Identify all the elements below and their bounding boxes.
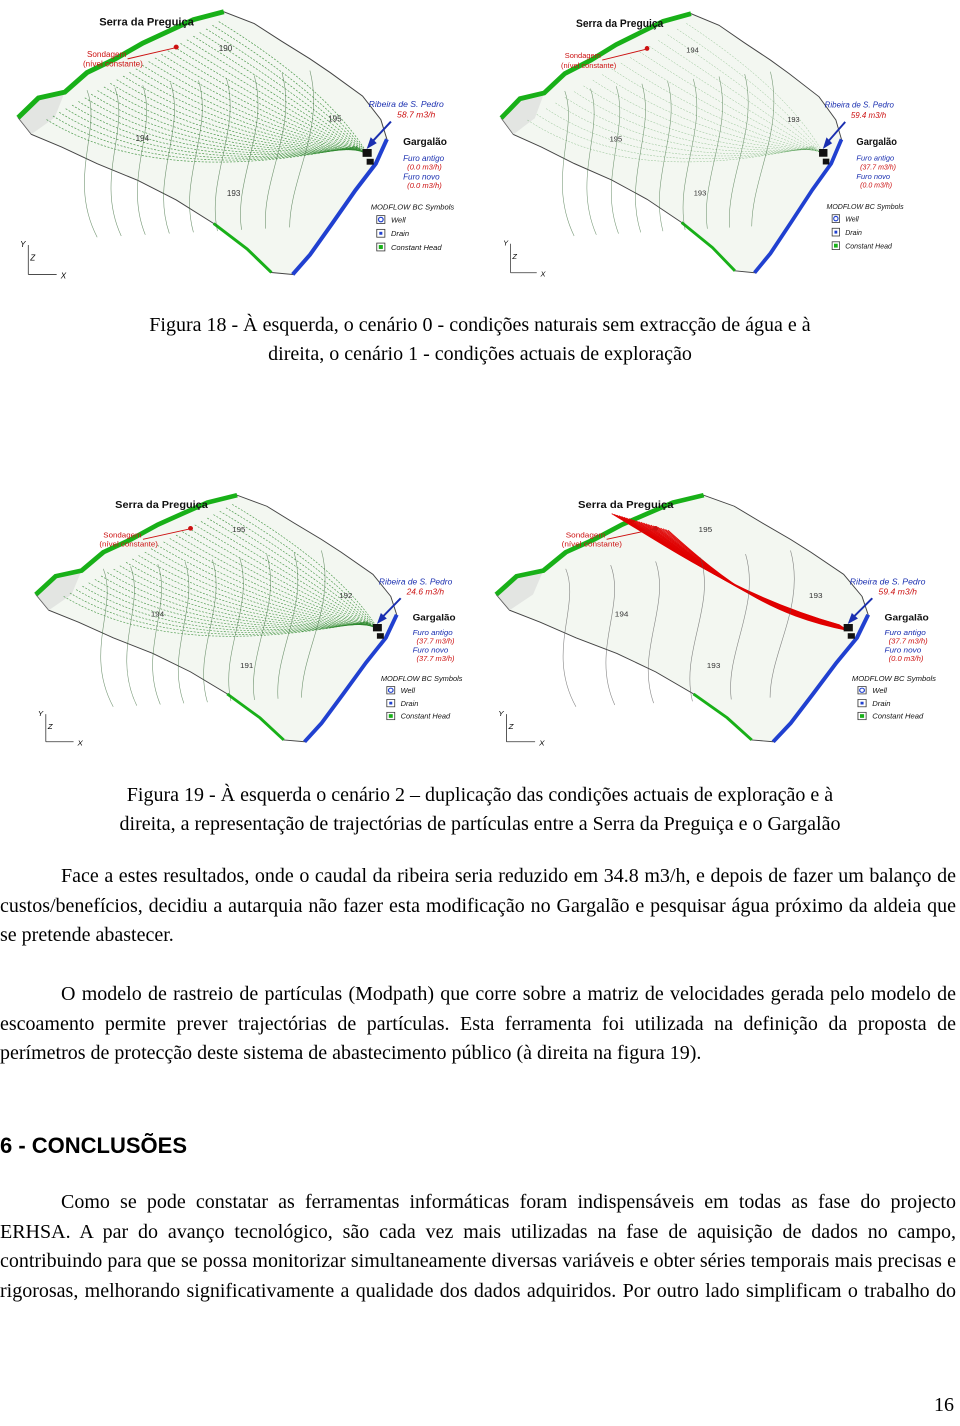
contour-label: 190 — [218, 44, 233, 53]
figure18-caption-line1: Figura 18 - À esquerda, o cenário 0 - condições naturais sem extracção de água e à — [149, 314, 811, 336]
well-marker — [373, 624, 382, 631]
gargalao-label: Gargalão — [412, 612, 456, 624]
legend-constant-head: Constant Head — [400, 712, 451, 721]
contour-label: 195 — [328, 114, 342, 124]
contour-label: 191 — [240, 661, 254, 671]
sondagem-marker — [653, 526, 658, 531]
sondagem-label: Sondagem — [565, 530, 606, 540]
furo-novo-label: Furo novo — [412, 645, 449, 655]
paragraph-conclusions: Como se pode constatar as ferramentas informáticas foram indispensáveis em todas as fase do projecto ERHSA. A par do avanço tecnológico, são cada vez mais utilizadas na fase de aquisição de dados no campo, contribuindo para que se possa monitorizar simultaneamente diversas variáveis e obter séries temporais mais precisas e rigorosas, melhorando significativamente a qualidade dos dados adquiridos. Por outro lado simplificam o trabalho do — [0, 1191, 956, 1303]
figure19-left-map — [24, 486, 480, 762]
figure19-caption-line1: Figura 19 - À esquerda o cenário 2 – duplicação das condições actuais de exploração e à — [126, 784, 834, 806]
contour-label: 193 — [693, 188, 707, 198]
contour-label: 193 — [808, 591, 823, 601]
legend-title: MODFLOW BC Symbols — [826, 202, 904, 211]
legend-drain: Drain — [872, 699, 891, 708]
constant-head-symbol-icon — [389, 714, 393, 718]
groundwater-model-map — [6, 2, 472, 296]
axis-y-label: Y — [503, 238, 509, 248]
furo-antigo-label: Furo antigo — [403, 153, 445, 163]
ribeira-flow: 58.7 m3/h — [397, 109, 436, 120]
sondagem-marker — [188, 526, 193, 531]
contour-label: 194 — [614, 610, 629, 619]
paragraph-modpath: O modelo de rastreio de partículas (Modpath) que corre sobre a matriz de velocidades gerada pelo modelo de escoamento permite prever trajectórias de partículas. Esta ferramenta foi utilizada na definição da proposta de perímetros de protecção deste sistema de abastecimento público (à direita na figura 19). — [0, 983, 956, 1065]
map-title-serra: Serra da Preguiça — [99, 16, 194, 29]
contour-label: 192 — [339, 591, 353, 601]
furo-antigo-rate: (0.0 m3/h) — [407, 162, 442, 172]
ribeira-label: Ribeira de S. Pedro — [849, 577, 926, 587]
legend-drain: Drain — [400, 700, 419, 708]
axis-x-label: X — [60, 271, 67, 281]
axis-z-label: Z — [30, 253, 36, 263]
sondagem-sublabel: (nível constante) — [561, 540, 622, 549]
furo-novo-rate: (0.0 m3/h) — [407, 181, 442, 191]
sondagem-marker — [645, 46, 650, 51]
ribeira-flow: 24.6 m3/h — [406, 587, 445, 597]
legend-drain: Drain — [845, 228, 862, 238]
model-domain — [501, 14, 841, 273]
axis-y-label: Y — [37, 709, 44, 718]
groundwater-model-map — [24, 486, 480, 762]
furo-antigo-rate: (37.7 m3/h) — [888, 636, 928, 646]
axis-y-label: Y — [20, 240, 26, 249]
legend-title: MODFLOW BC Symbols — [370, 202, 455, 212]
axis-indicator — [498, 709, 545, 747]
ribeira-flow: 59.4 m3/h — [878, 587, 917, 597]
well-marker — [823, 159, 830, 165]
furo-novo-label: Furo novo — [884, 645, 922, 655]
legend-well: Well — [400, 687, 415, 695]
axis-z-label: Z — [508, 722, 514, 731]
sondagem-label: Sondagem — [564, 51, 601, 61]
contour-label: 193 — [787, 114, 800, 124]
ribeira-label: Ribeira de S. Pedro — [378, 577, 453, 587]
figure19-right-map — [484, 486, 954, 762]
axis-x-label: X — [77, 738, 83, 748]
model-domain — [36, 495, 397, 742]
legend-well: Well — [390, 215, 406, 225]
legend-title: MODFLOW BC Symbols — [851, 674, 937, 683]
furo-antigo-label: Furo antigo — [856, 153, 895, 163]
modflow-legend — [827, 203, 904, 251]
gargalao-label: Gargalão — [403, 137, 447, 149]
axis-z-label: Z — [512, 252, 517, 262]
well-marker — [848, 633, 855, 639]
contour-label: 194 — [135, 134, 150, 144]
axis-y-label: Y — [498, 709, 504, 718]
section-heading-conclusoes: 6 - CONCLUSÕES — [0, 1133, 188, 1158]
contour-label: 195 — [609, 134, 623, 144]
contour-label: 194 — [686, 45, 699, 55]
figure18-caption-line2: direita, o cenário 1 - condições actuais de exploração — [268, 343, 692, 365]
axis-indicator — [20, 240, 67, 280]
constant-head-symbol-icon — [379, 245, 383, 249]
legend-constant-head: Constant Head — [872, 712, 924, 721]
sondagem-sublabel: (nível constante) — [99, 539, 158, 549]
axis-indicator — [38, 709, 84, 747]
contour-label: 195 — [232, 525, 246, 534]
model-domain — [18, 12, 387, 275]
gargalao-label: Gargalão — [856, 137, 897, 149]
legend-well: Well — [872, 686, 888, 695]
contour-label: 195 — [698, 525, 713, 534]
axis-z-label: Z — [47, 722, 53, 731]
contour-label: 193 — [706, 661, 721, 671]
modflow-legend — [371, 203, 455, 252]
groundwater-model-map — [490, 4, 920, 294]
paragraph-results: Face a estes resultados, onde o caudal da ribeira seria reduzido em 34.8 m3/h, e depois de fazer um balanço de custos/benefícios, decidiu a autarquia não fazer esta modificação no Gargalão e pesquisar água próximo da aldeia que se pretende abastecer. — [0, 865, 956, 947]
drain-symbol-icon — [834, 231, 837, 234]
sondagem-label: Sondagem — [103, 530, 142, 540]
map-title-serra: Serra da Preguiça — [115, 499, 208, 511]
modflow-legend — [852, 674, 937, 720]
well-marker — [819, 149, 827, 157]
modflow-legend — [381, 675, 463, 720]
sondagem-label: Sondagem — [87, 49, 127, 59]
ribeira-label: Ribeira de S. Pedro — [824, 100, 894, 110]
well-marker — [363, 149, 372, 157]
groundwater-model-map — [484, 486, 954, 762]
furo-novo-label: Furo novo — [403, 172, 440, 182]
drain-symbol-icon — [861, 702, 864, 705]
furo-antigo-label: Furo antigo — [412, 628, 453, 637]
well-marker — [844, 624, 853, 631]
map-title-serra: Serra da Preguiça — [578, 499, 674, 511]
figure18-left-map — [6, 2, 472, 296]
well-marker — [367, 159, 374, 165]
furo-novo-rate: (37.7 m3/h) — [416, 655, 455, 663]
figure19-caption-line2: direita, a representação de trajectórias de partículas entre a Serra da Preguiça e o Gargalão — [119, 813, 841, 835]
gargalao-label: Gargalão — [884, 612, 929, 624]
well-marker — [377, 633, 384, 639]
axis-x-label: X — [540, 269, 546, 279]
ribeira-label: Ribeira de S. Pedro — [368, 98, 444, 109]
ribeira-flow: 59.4 m3/h — [850, 110, 887, 121]
legend-constant-head: Constant Head — [845, 242, 892, 251]
sondagem-marker — [174, 45, 179, 50]
figure18-right-map — [490, 4, 920, 294]
furo-antigo-rate: (37.7 m3/h) — [860, 163, 896, 172]
legend-well: Well — [845, 215, 859, 224]
legend-title: MODFLOW BC Symbols — [380, 675, 463, 683]
map-title-serra: Serra da Preguiça — [576, 19, 664, 31]
furo-novo-rate: (0.0 m3/h) — [888, 654, 924, 663]
drain-symbol-icon — [379, 232, 382, 235]
furo-novo-label: Furo novo — [856, 171, 891, 181]
furo-novo-rate: (0.0 m3/h) — [860, 181, 893, 190]
furo-antigo-rate: (37.7 m3/h) — [416, 637, 455, 646]
sondagem-sublabel: (nível constante) — [82, 59, 143, 69]
legend-drain: Drain — [390, 229, 410, 239]
sondagem-sublabel: (nível constante) — [561, 60, 617, 70]
contour-label: 194 — [150, 609, 165, 619]
constant-head-symbol-icon — [860, 714, 864, 718]
drain-symbol-icon — [389, 702, 392, 705]
constant-head-symbol-icon — [834, 244, 838, 248]
axis-indicator — [503, 239, 546, 279]
page-number: 16 — [934, 1394, 954, 1416]
axis-x-label: X — [539, 738, 545, 748]
furo-antigo-label: Furo antigo — [884, 628, 926, 637]
legend-constant-head: Constant Head — [390, 243, 442, 252]
contour-label: 193 — [226, 189, 241, 199]
